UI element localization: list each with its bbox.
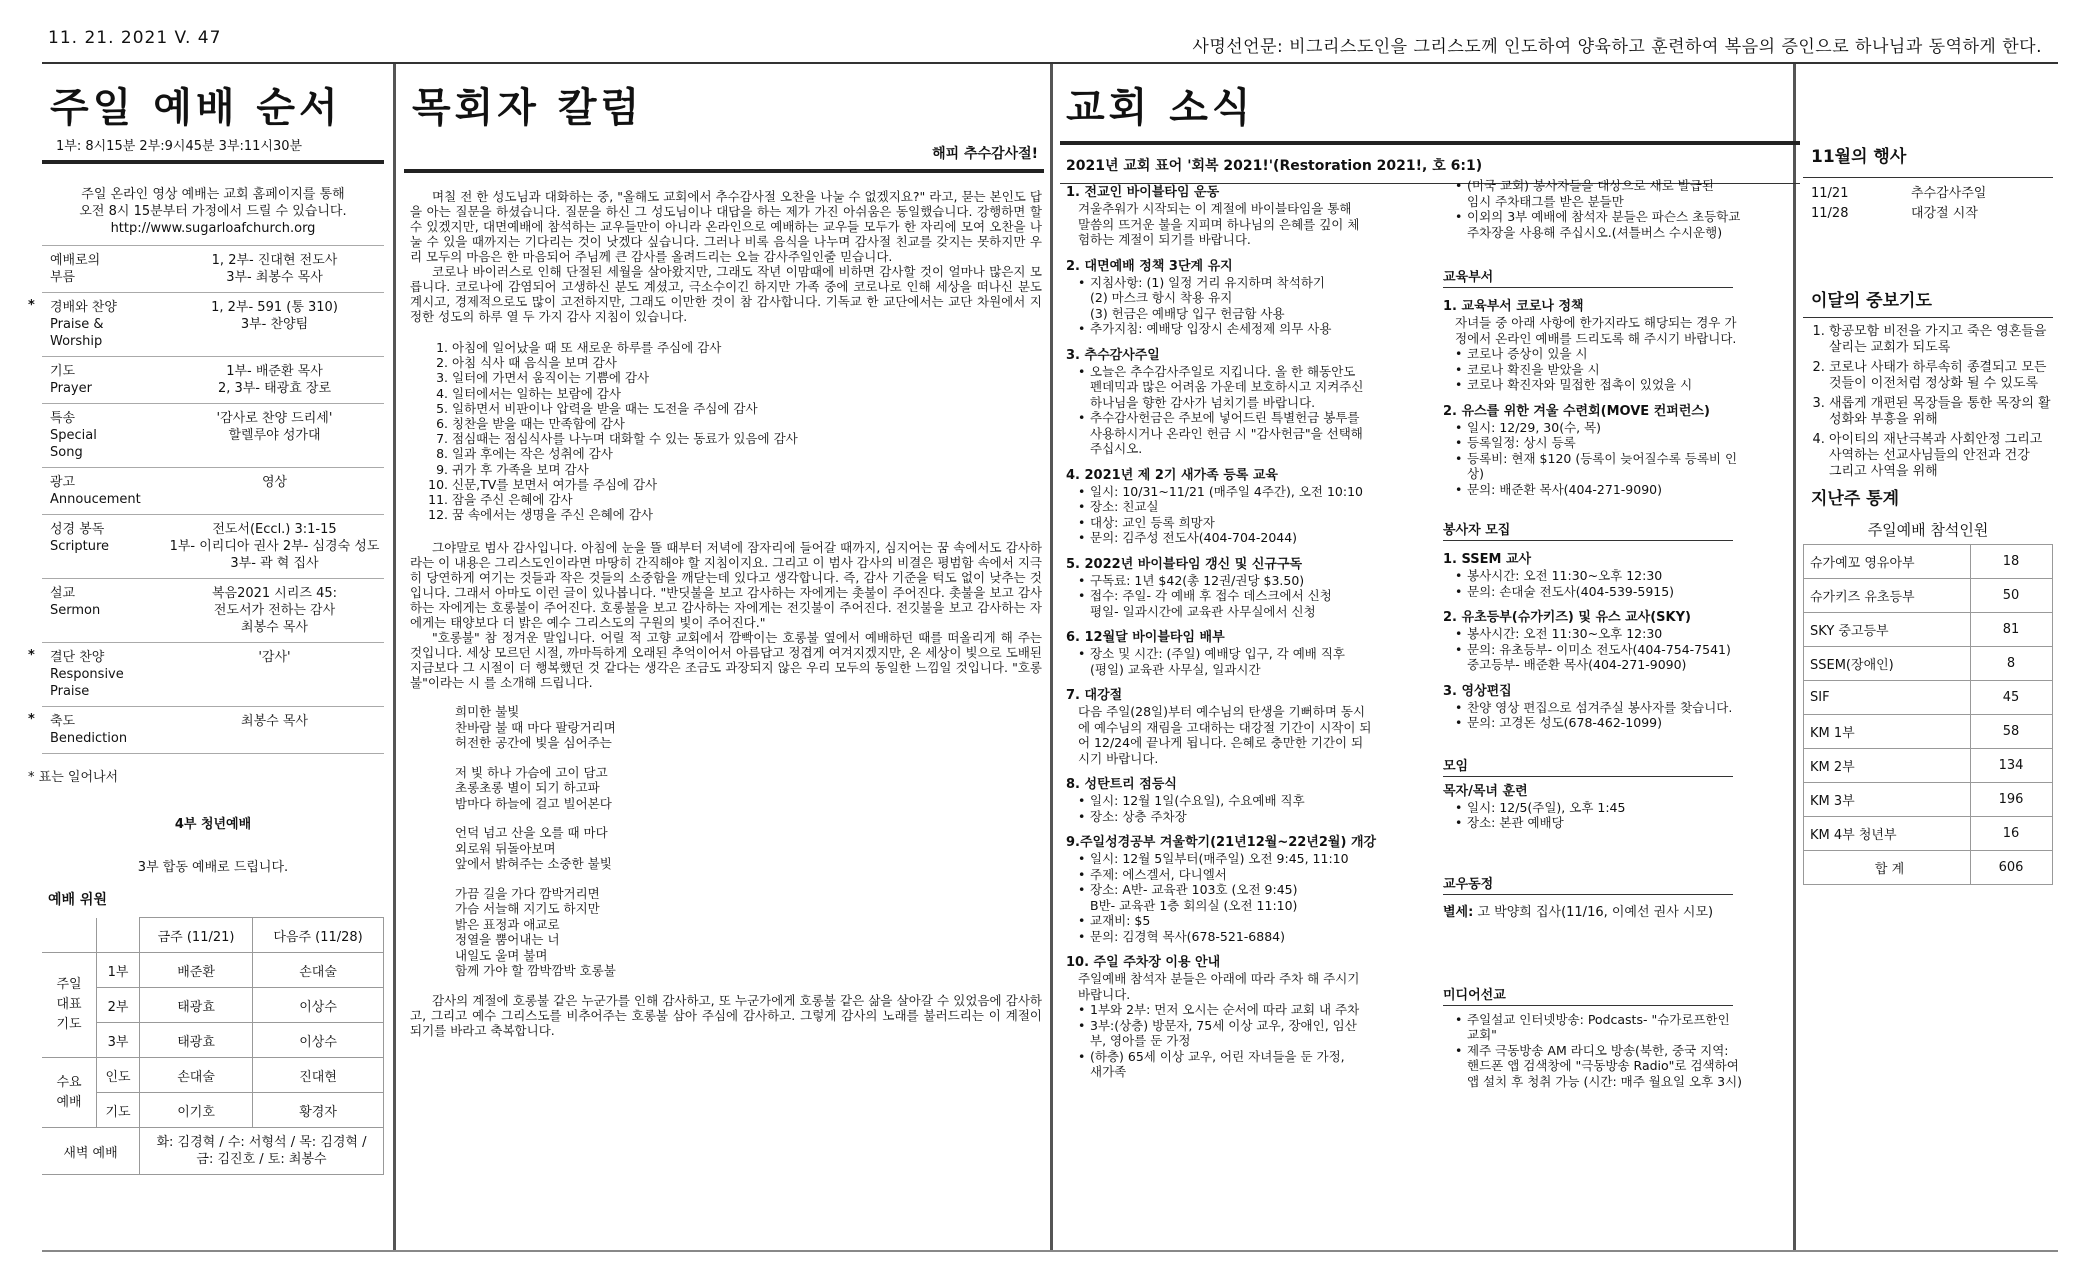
bullet-item: • 구독료: 1년 $42(총 12권/권당 $3.50) — [1078, 573, 1421, 589]
required-stand-mark: * — [28, 648, 35, 663]
order-item-value: 1, 2부- 591 (통 310) 3부- 찬양팀 — [211, 300, 338, 332]
bullet-item: • 대상: 교인 등록 희망자 — [1078, 515, 1421, 531]
online-notice — [42, 186, 384, 237]
bullet-item: • 일시: 12/5(주일), 오후 1:45 — [1455, 800, 1798, 816]
media-category: 미디어선교 — [1443, 984, 1733, 1006]
news-bullets — [1066, 646, 1421, 677]
required-stand-mark: * — [28, 712, 35, 727]
list-item: 4. 일터에서는 일하는 보람에 감사 — [452, 386, 1042, 401]
list-item: 11. 잠을 주신 은혜에 감사 — [452, 492, 1042, 507]
bullet-item: • 봉사시간: 오전 11:30~오후 12:30 — [1455, 568, 1798, 584]
poem-line: 허전한 공간에 빛을 심어주는 — [455, 735, 612, 751]
order-item-value: 1, 2부- 진대현 전도사 3부- 최봉수 목사 — [211, 253, 338, 285]
stand-note: * 표는 일어나서 — [28, 770, 119, 785]
event-name: 추수감사주일 — [1911, 186, 1987, 201]
bullet-item: • 장소: 친교실 — [1078, 499, 1421, 515]
order-item-label: 예배로의 부름 — [50, 253, 101, 285]
news-heading: 1. SSEM 교사 — [1443, 552, 1532, 567]
bullet-item: • 문의: 배준환 목사(404-271-9090) — [1455, 482, 1798, 498]
meeting-title: 목자/목녀 훈련 — [1443, 783, 1528, 799]
list-item: 6. 칭찬을 받을 때는 만족함에 감사 — [452, 416, 1042, 431]
mission-statement: 사명선언문: 비그리스도인을 그리스도께 인도하여 양육하고 훈련하여 복음의 증인으로 하나님과 동역하게 한다. — [1192, 37, 2042, 57]
edu-category: 교육부서 — [1443, 266, 1733, 288]
news-heading: 9.주일성경공부 겨울학기(21년12월~22년2월) 개강 — [1066, 835, 1377, 850]
bullet-item: • 코로나 확진을 받았을 시 — [1455, 362, 1798, 378]
list-item: 10. 신문,TV를 보면서 여가를 주심에 감사 — [452, 477, 1042, 492]
table-row — [1804, 715, 2053, 749]
bullet-item: • 봉사시간: 오전 11:30~오후 12:30 — [1455, 626, 1798, 642]
event-row — [1803, 204, 2063, 224]
news-heading: 1. 교육부서 코로나 정책 — [1443, 299, 1584, 314]
bullet-item: • 문의: 유초등부- 이미소 전도사(404-754-7541) 중고등부- 배준환 목사(404-271-9090) — [1455, 642, 1798, 673]
poem-line: 정열을 뿜어내는 너 — [455, 932, 560, 948]
news-bullets — [1066, 793, 1421, 824]
divider-1 — [393, 64, 396, 1250]
divider-2 — [1050, 64, 1053, 1250]
duty-cell: 1부 — [97, 953, 140, 988]
stat-label: 합 계 — [1804, 851, 1971, 885]
bullet-item: • 주제: 에스겔서, 다니엘서 — [1078, 867, 1421, 883]
news-heading: 8. 성탄트리 점등식 — [1066, 777, 1177, 792]
bottom-rule — [42, 1250, 2058, 1252]
order-row — [28, 707, 384, 754]
duty-cell: 이상수 — [253, 1023, 384, 1058]
title-rule — [1060, 141, 1800, 145]
order-item-value: '감사로 찬양 드리세' 할렐루야 성가대 — [216, 411, 333, 443]
column-subtitle: 해피 추수감사절! — [932, 146, 1038, 162]
table-row — [42, 953, 384, 988]
table-row — [42, 1128, 384, 1175]
news-bullets — [1066, 275, 1421, 337]
poem-stanza — [455, 704, 1042, 751]
church-theme: 2021년 교회 표어 '회복 2021!'(Restoration 2021!, 호 6:1) — [1066, 158, 1483, 174]
table-row — [1804, 783, 2053, 817]
table-row — [42, 1058, 384, 1093]
stat-value: 50 — [1971, 579, 2053, 613]
order-item-label: 성경 봉독 Scripture — [50, 522, 110, 554]
bullet-item: • 일시: 12월 1일(수요일), 수요예배 직후 — [1078, 793, 1421, 809]
prayer-item: 3. 새롭게 개편된 목장들을 통한 목장의 활 성화와 부흥을 위해 — [1829, 396, 2059, 428]
list-item: 7. 점심때는 점심식사를 나누며 대화할 수 있는 동료가 있음에 감사 — [452, 431, 1042, 446]
news-heading: 3. 영상편집 — [1443, 683, 1512, 699]
website-link[interactable]: http://www.sugarloafchurch.org — [110, 221, 316, 236]
table-row — [1804, 817, 2053, 851]
bullet-item: • 일시: 12/29, 30(수, 목) — [1455, 420, 1798, 436]
duty-cell: 손대술 — [253, 953, 384, 988]
poem-line: 초롱초롱 별이 되기 하고파 — [455, 780, 600, 796]
duty-cell: 이기호 — [140, 1093, 253, 1128]
table-row — [1804, 681, 2053, 715]
edu-list — [1443, 298, 1798, 497]
stats-table — [1803, 544, 2053, 885]
condolence-text: 고 박양희 집사(11/16, 이예선 권사 시모) — [1473, 904, 1714, 920]
worship-order-column — [28, 64, 384, 1175]
duty-title: 예배 위원 — [48, 892, 107, 908]
paragraph: "호롱불" 참 정겨운 말입니다. 어릴 적 고향 교회에서 깜빡이는 호롱불 옆에서 예배하던 때를 떠올리게 해 주는 것입니다. 세상 모르던 시절, 까마득하게 오래된 추억이어서 아름답고 정겹게 여겨지겠지만, 온 세상이 빛으로 도배된 지금보다 그 시절이 더 행복했던 것 같다는 생각은 조금도 과장되지 않은 우리 모두의 동일한 느낌일 것입니다. "호롱불"이라는 시 를 소개해 드립니다. — [410, 630, 1042, 691]
news-title: 교회 소식 — [1066, 85, 1255, 131]
poem-stanza — [455, 825, 1042, 872]
order-item-value: 복음2021 시리즈 45: 전도서가 전하는 감사 최봉수 목사 — [211, 586, 338, 635]
news-heading: 1. 전교인 바이블타임 운동 — [1066, 185, 1220, 200]
bullet-item: • 일시: 12월 5일부터(매주일) 오전 9:45, 11:10 — [1078, 851, 1421, 867]
dawn-schedule: 화: 김경혁 / 수: 서형석 / 목: 김경혁 / 금: 김진호 / 토: 최봉수 — [140, 1128, 384, 1175]
prayer-item: 2. 코로나 사태가 하루속히 종결되고 모든 것들이 이전처럼 정상화 될 수 있도록 — [1829, 360, 2059, 392]
stat-label: 슈가예꼬 영유아부 — [1804, 545, 1971, 579]
table-row — [1804, 647, 2053, 681]
duty-cell: 진대현 — [253, 1058, 384, 1093]
volunteer-list — [1443, 551, 1798, 731]
order-row — [42, 246, 384, 293]
event-row — [1803, 184, 2063, 204]
duty-head-next: 다음주 (11/28) — [253, 918, 384, 953]
stat-label: KM 4부 청년부 — [1804, 817, 1971, 851]
bullet-item: • 3부:(상층) 방문자, 75세 이상 교우, 장애인, 임산 부, 영아를 둔 가정 — [1078, 1018, 1421, 1049]
stat-label: SSEM(장애인) — [1804, 647, 1971, 681]
meeting-list — [1443, 800, 1798, 831]
bullet-item: • 제주 극동방송 AM 라디오 방송(북한, 중국 지역: 핸드폰 앱 검색창에 "극동방송 Radio"로 검색하여 앱 설치 후 청취 가능 (시간: 매주 월요일 오후 3시) — [1455, 1043, 1798, 1090]
bullet-item: • 코로나 확진자와 밀접한 접촉이 있었을 시 — [1455, 377, 1798, 393]
news-heading: 2. 대면예배 정책 3단계 유지 — [1066, 258, 1233, 274]
list-item: 8. 일과 후에는 작은 성취에 감사 — [452, 446, 1042, 461]
bullet-item: • 문의: 김경혁 목사(678-521-6884) — [1078, 929, 1421, 945]
poem-line: 가슴 서늘해 지기도 하지만 — [455, 901, 600, 917]
order-item-label: 설교 Sermon — [50, 586, 101, 618]
prayer-rule — [1803, 317, 2053, 318]
events-rule — [1803, 177, 2053, 178]
bullet-item: • 접수: 주일- 각 예배 후 접수 데스크에서 신청 평일- 일과시간에 교육관 사무실에서 신청 — [1078, 588, 1421, 619]
prayer-title: 이달의 중보기도 — [1811, 291, 1932, 311]
duty-cell: 3부 — [97, 1023, 140, 1058]
order-item-label: 기도 Prayer — [50, 364, 92, 396]
news-text: 자녀들 중 아래 사항에 한가지라도 해당되는 경우 가 정에서 온라인 예배를 드리도록 해 주시기 바랍니다. — [1455, 315, 1737, 346]
stat-value: 8 — [1971, 647, 2053, 681]
news-heading: 2. 유스를 위한 겨울 수련회(MOVE 컨퍼런스) — [1443, 403, 1710, 419]
bullet-item: • 장소: 본관 예배당 — [1455, 815, 1798, 831]
volunteer-category: 봉사자 모집 — [1443, 519, 1733, 541]
service-times: 1부: 8시15분 2부:9시45분 3부:11시30분 — [56, 139, 303, 154]
notice-line: 주일 온라인 영상 예배는 교회 홈페이지를 통해 — [81, 187, 345, 202]
table-row — [1804, 749, 2053, 783]
order-row — [42, 579, 384, 643]
bullet-item: • 일시: 10/31~11/21 (매주일 4주간), 오전 10:10 — [1078, 484, 1421, 500]
bullet-item: • 장소: A반- 교육관 103호 (오전 9:45) B반- 교육관 1층 회의실 (오전 11:10) — [1078, 882, 1421, 913]
youth-title: 4부 청년예배 — [174, 817, 252, 832]
table-row — [1804, 851, 2053, 885]
column-body — [404, 173, 1044, 1038]
poem-line: 외로워 뒤돌아보며 — [455, 840, 556, 856]
order-item-value: 영상 — [261, 475, 288, 490]
news-text: 겨울추워가 시작되는 이 계절에 바이블타임을 통해 말씀의 뜨거운 불을 지피며 하나님의 은혜를 깊이 체 험하는 계절이 되기를 바랍니다. — [1078, 201, 1360, 247]
order-item-value: 최봉수 목사 — [241, 714, 308, 729]
youth-text: 3부 합동 예배로 드립니다. — [137, 860, 289, 875]
news-bullets — [1066, 851, 1421, 944]
pastor-column — [404, 64, 1044, 1038]
order-item-label: 특송 Special Song — [50, 411, 97, 460]
duty-table — [42, 917, 384, 1175]
poem-line: 밤마다 하늘에 걸고 빌어본다 — [455, 795, 612, 811]
paragraph: 감사의 계절에 호롱불 같은 누군가를 인해 감사하고, 또 누군가에게 호롱불 같은 삶을 살아갈 수 있었음에 감사하고, 그리고 예수 그리스도를 비추어주는 호롱불 삼아 주심에 감사하고. 그렇게 감사의 노래를 불러드리는 이 계절이 되기를 바라고 축복합니다. — [410, 992, 1042, 1038]
order-item-value: 전도서(Eccl.) 3:1-15 1부- 이리디아 권사 2부- 심경숙 성도 3부- 곽 혁 집사 — [169, 522, 380, 571]
duty-cell: 배준환 — [140, 953, 253, 988]
bullet-item: • 문의: 고경돈 성도(678-462-1099) — [1455, 715, 1798, 731]
poem-stanza — [455, 765, 1042, 812]
news-bullets — [1443, 700, 1798, 731]
list-item: 5. 일하면서 비판이나 압력을 받을 때는 도전을 주심에 감사 — [452, 401, 1042, 416]
column-title: 목회자 칼럼 — [412, 85, 644, 131]
poem-line: 함께 가야 할 깜박깜박 호롱불 — [455, 963, 616, 979]
condolence-category: 교우동정 — [1443, 873, 1733, 895]
bullet-item: • 장소 및 시간: (주일) 예배당 입구, 각 예배 직후 (평일) 교육관 사무실, 일과시간 — [1078, 646, 1421, 677]
order-item-value: '감사' — [258, 650, 291, 665]
news-text: 주일예배 참석자 분들은 아래에 따라 주차 해 주시기 바랍니다. — [1078, 971, 1360, 1002]
bullet-item: • (미국 교회) 봉사자들을 대상으로 새로 발급된 임시 주차태그를 받은 분들만 — [1455, 178, 1798, 209]
stat-value: 16 — [1971, 817, 2053, 851]
order-item-label: 경배와 찬양 Praise & Worship — [50, 300, 117, 349]
poem — [410, 704, 1042, 979]
poem-line: 언덕 넘고 산을 오를 때 마다 — [455, 825, 608, 841]
bullet-item: • 지침사항: (1) 일정 거리 유지하며 착석하기 (2) 마스크 항시 착용 유지 (3) 헌금은 예배당 입구 헌금함 사용 — [1078, 275, 1421, 322]
stat-label: KM 3부 — [1804, 783, 1971, 817]
poem-line: 저 빛 하나 가슴에 고이 담고 — [455, 764, 608, 780]
worship-title: 주일 예배 순서 — [50, 85, 342, 131]
bullet-item: • 오늘은 추수감사주일로 지킵니다. 올 한 해동안도 펜데믹과 많은 어려움 가운데 보호하시고 지켜주신 하나님을 향한 감사가 넘치기를 바랍니다. — [1078, 364, 1421, 411]
stats-title: 지난주 통계 — [1811, 489, 1900, 509]
news-heading: 7. 대강절 — [1066, 688, 1123, 703]
date-volume: 11. 21. 2021 V. 47 — [48, 28, 222, 48]
list-item: 1. 아침에 일어났을 때 또 새로운 하루를 주심에 감사 — [452, 340, 1042, 355]
list-item: 3. 일터에 가면서 움직이는 기쁨에 감사 — [452, 370, 1042, 385]
bullet-item: • 이외의 3부 예배에 참석자 분들은 파슨스 초등학교 주차장을 사용해 주십시오.(셔틀버스 수시운행) — [1455, 209, 1798, 240]
news-bullets — [1066, 1002, 1421, 1080]
stat-label: SIF — [1804, 681, 1971, 715]
news-bullets — [1066, 573, 1421, 620]
bullet-item: • 문의: 손대술 전도사(404-539-5915) — [1455, 584, 1798, 600]
church-news-column — [1060, 64, 1800, 1089]
event-date: 11/28 — [1811, 206, 1849, 221]
news-heading: 2. 유초등부(슈가키즈) 및 유스 교사(SKY) — [1443, 610, 1691, 625]
list-item: 12. 꿈 속에서는 생명을 주신 은혜에 감사 — [452, 507, 1042, 522]
news-bullets — [1066, 484, 1421, 546]
order-row — [42, 357, 384, 404]
notice-line: 오전 8시 15분부터 가정에서 드릴 수 있습니다. — [79, 204, 347, 219]
stat-label: SKY 중고등부 — [1804, 613, 1971, 647]
table-row — [1804, 579, 2053, 613]
paragraph: 그야말로 범사 감사입니다. 아침에 눈을 뜰 때부터 저녁에 잠자리에 들어갈 때까지, 심지어는 꿈 속에서도 감사하라는 이 내용은 그리스도인이라면 마땅히 간직해야 할 지침이지요. 그리고 이 범사 감사의 비결은 평범함 속에서 지극히 당연하게 여기는 것들과 작은 것들의 소중함을 깨닫는데 있다고 생각합니다. 즉, 감사 기준을 턱도 없이 낮추는 것입니다. 그래서 아마도 이런 글이 있나봅니다. "반딧불을 보고 감사하는 자에게는 촛불이 주어진다. 촛불을 보고 감사하는 자에게는 호롱불이 주어진다. 호롱불을 보고 감사하는 자에게는 전깃불이 주어진다. 전깃불을 보고 감사하는 자에게는 태양보다 더 밝은 예수 그리스도의 구원의 빛이 주어진다." — [410, 540, 1042, 631]
stat-label: KM 1부 — [1804, 715, 1971, 749]
stat-value: 45 — [1971, 681, 2053, 715]
news-heading: 4. 2021년 제 2기 새가족 등록 교육 — [1066, 467, 1278, 483]
bullet-item: • 찬양 영상 편집으로 섬겨주실 봉사자를 찾습니다. — [1455, 700, 1798, 716]
stats-head: 주일예배 참석인원 — [1867, 521, 1989, 539]
bullet-item: • 코로나 증상이 있을 시 — [1455, 346, 1798, 362]
poem-stanza — [455, 886, 1042, 979]
order-list — [28, 245, 384, 754]
gratitude-list — [410, 340, 1042, 522]
bullet-item: • 1부와 2부: 먼저 오시는 순서에 따라 교회 내 주차 — [1078, 1002, 1421, 1018]
events-list — [1803, 184, 2063, 224]
duty-cell: 태광효 — [140, 1023, 253, 1058]
paragraph: 며칠 전 한 성도님과 대화하는 중, "올해도 교회에서 추수감사절 오찬을 나눌 수 없겠지요?" 라고, 묻는 본인도 답을 아는 질문을 하셨습니다. 질문을 하신 그 성도님이나 대답을 하는 제가 가진 아쉬움은 동일했습니다. 강행하면 할 수 있겠지만, 대면예배에 참석하는 교우들만이 아니라 온라인으로 예배하는 교우들 모두가 한 자리에 모여 오찬을 나눌 수 있을 때까지는 기다리는 것이 낫겠다 싶습니다. 그러나 비록 음식을 나누며 감사절 친교를 갖지는 못하지만 우리 모두의 마음은 한 마음되어 주님께 큰 감사를 올려드리는 오늘 감사주일인줄 믿습니다. — [410, 189, 1042, 264]
stat-value: 58 — [1971, 715, 2053, 749]
duty-cell: 태광효 — [140, 988, 253, 1023]
duty-cell: 인도 — [97, 1058, 140, 1093]
news-heading: 6. 12월달 바이블타임 배부 — [1066, 630, 1225, 645]
poem-line: 찬바람 불 때 마다 팔랑거리며 — [455, 719, 616, 735]
news-bullets — [1443, 420, 1798, 498]
order-item-value: 1부- 배준환 목사 2, 3부- 태광효 장로 — [217, 364, 332, 396]
condolence — [1443, 901, 1798, 920]
bullet-item: • (하층) 65세 이상 교우, 어린 자녀들을 둔 가정, 새가족 — [1078, 1049, 1421, 1080]
order-item-label: 축도 Benediction — [50, 714, 128, 746]
news-bullets — [1443, 568, 1798, 599]
required-stand-mark: * — [28, 298, 35, 313]
list-item: 2. 아침 식사 때 음식을 보며 감사 — [452, 355, 1042, 370]
list-item: 9. 귀가 후 가족을 보며 감사 — [452, 462, 1042, 477]
stat-value: 18 — [1971, 545, 2053, 579]
order-row — [28, 643, 384, 707]
order-row — [42, 404, 384, 468]
dawn-label: 새벽 예배 — [42, 1128, 140, 1175]
prayer-item: 1. 항공모함 비전을 가지고 죽은 영혼들을 살리는 교회가 되도록 — [1829, 324, 2059, 356]
news-bullets — [1443, 626, 1798, 673]
duty-cell: 이상수 — [253, 988, 384, 1023]
duty-cell: 2부 — [97, 988, 140, 1023]
news-bullets — [1443, 346, 1798, 393]
bullet-item: • 교재비: $5 — [1078, 913, 1421, 929]
stat-label: KM 2부 — [1804, 749, 1971, 783]
stat-label: 슈가키즈 유초등부 — [1804, 579, 1971, 613]
news-bullets — [1066, 364, 1421, 457]
condolence-label: 별세: — [1443, 904, 1474, 920]
news-left — [1066, 174, 1421, 1080]
bullet-item: • 등록비: 현재 $120 (등록이 늦어질수록 등록비 인 상) — [1455, 451, 1798, 482]
duty-group: 주일 대표 기도 — [42, 953, 97, 1058]
poem-line: 희미한 불빛 — [455, 704, 520, 720]
bullet-item: • 문의: 김주성 전도사(404-704-2044) — [1078, 530, 1421, 546]
order-row — [42, 468, 384, 515]
poem-line: 내일도 울며 불며 — [455, 947, 548, 963]
stat-value: 134 — [1971, 749, 2053, 783]
duty-cell: 황경자 — [253, 1093, 384, 1128]
news-heading: 10. 주일 주차장 이용 안내 — [1066, 955, 1221, 970]
order-row — [42, 515, 384, 579]
event-date: 11/21 — [1811, 186, 1849, 201]
stat-value: 81 — [1971, 613, 2053, 647]
duty-cell: 기도 — [97, 1093, 140, 1128]
bullet-item: • 추가지침: 예배당 입장시 손세정제 의무 사용 — [1078, 321, 1421, 337]
poem-line: 가끔 길을 가다 깜박거리면 — [455, 885, 600, 901]
news-right — [1443, 178, 1798, 1089]
duty-head-this: 금주 (11/21) — [140, 918, 253, 953]
order-item-label: 결단 찬양 Responsive Praise — [50, 650, 124, 699]
news-heading: 5. 2022년 바이블타임 갱신 및 신규구독 — [1066, 556, 1303, 572]
order-row — [28, 293, 384, 357]
bullet-item: • 추수감사헌금은 주보에 넣어드린 특별헌금 봉투를 사용하시거나 온라인 헌금 시 "감사헌금"을 선택해 주십시오. — [1078, 410, 1421, 457]
event-name: 대강절 시작 — [1911, 206, 1978, 221]
media-list — [1443, 1012, 1798, 1090]
stat-value: 196 — [1971, 783, 2053, 817]
news-text: 다음 주일(28일)부터 예수님의 탄생을 기뻐하며 동시 에 예수님의 재림을 고대하는 대강절 기간이 시작이 되 어 12/24에 끝나게 됩니다. 은혜로 충만한 기간이 되 시기 바랍니다. — [1078, 704, 1372, 766]
meeting-category: 모임 — [1443, 755, 1733, 777]
table-row — [1804, 545, 2053, 579]
order-item-label: 광고 Annoucement — [50, 475, 141, 507]
title-rule — [42, 160, 384, 164]
bullet-item: • 등록일정: 상시 등록 — [1455, 435, 1798, 451]
news-heading: 3. 추수감사주일 — [1066, 347, 1160, 363]
table-row — [42, 918, 384, 953]
prayer-list — [1803, 324, 2059, 480]
poem-line: 밝은 표정과 애교로 — [455, 916, 560, 932]
bullet-item: • 주일설교 인터넷방송: Podcasts- "슈가로프한인 교회" — [1455, 1012, 1798, 1043]
prayer-item: 4. 아이티의 재난극복과 사회안정 그리고 사역하는 선교사님들의 안전과 건강 그리고 사역을 위해 — [1829, 432, 2059, 480]
duty-group: 수요 예배 — [42, 1058, 97, 1128]
duty-cell: 손대술 — [140, 1058, 253, 1093]
table-row — [1804, 613, 2053, 647]
parking-note — [1443, 178, 1798, 240]
paragraph: 코로나 바이러스로 인해 단절된 세월을 살아왔지만, 그래도 작년 이맘때에 비하면 감사할 것이 얼마나 많은지 모릅니다. 코로나에 감염되어 고생하신 분도 계셨고, 극소수이긴 하지만 가족 중에 코로나로 인해 세상을 떠나신 분도 계시고, 경제적으로도 많이 고전하지만, 그래도 이만한 것이 참 감사합니다. 기독교 한 교단에서는 교단 차원에서 지정한 성도의 하루 열 두 가지 감사 지침이 있습니다. — [410, 264, 1042, 324]
stat-value: 606 — [1971, 851, 2053, 885]
events-title: 11월의 행사 — [1811, 147, 1907, 167]
bullet-item: • 장소: 상층 주차장 — [1078, 809, 1421, 825]
events-column — [1803, 64, 2063, 885]
poem-line: 앞에서 밝혀주는 소중한 불빛 — [455, 856, 612, 872]
